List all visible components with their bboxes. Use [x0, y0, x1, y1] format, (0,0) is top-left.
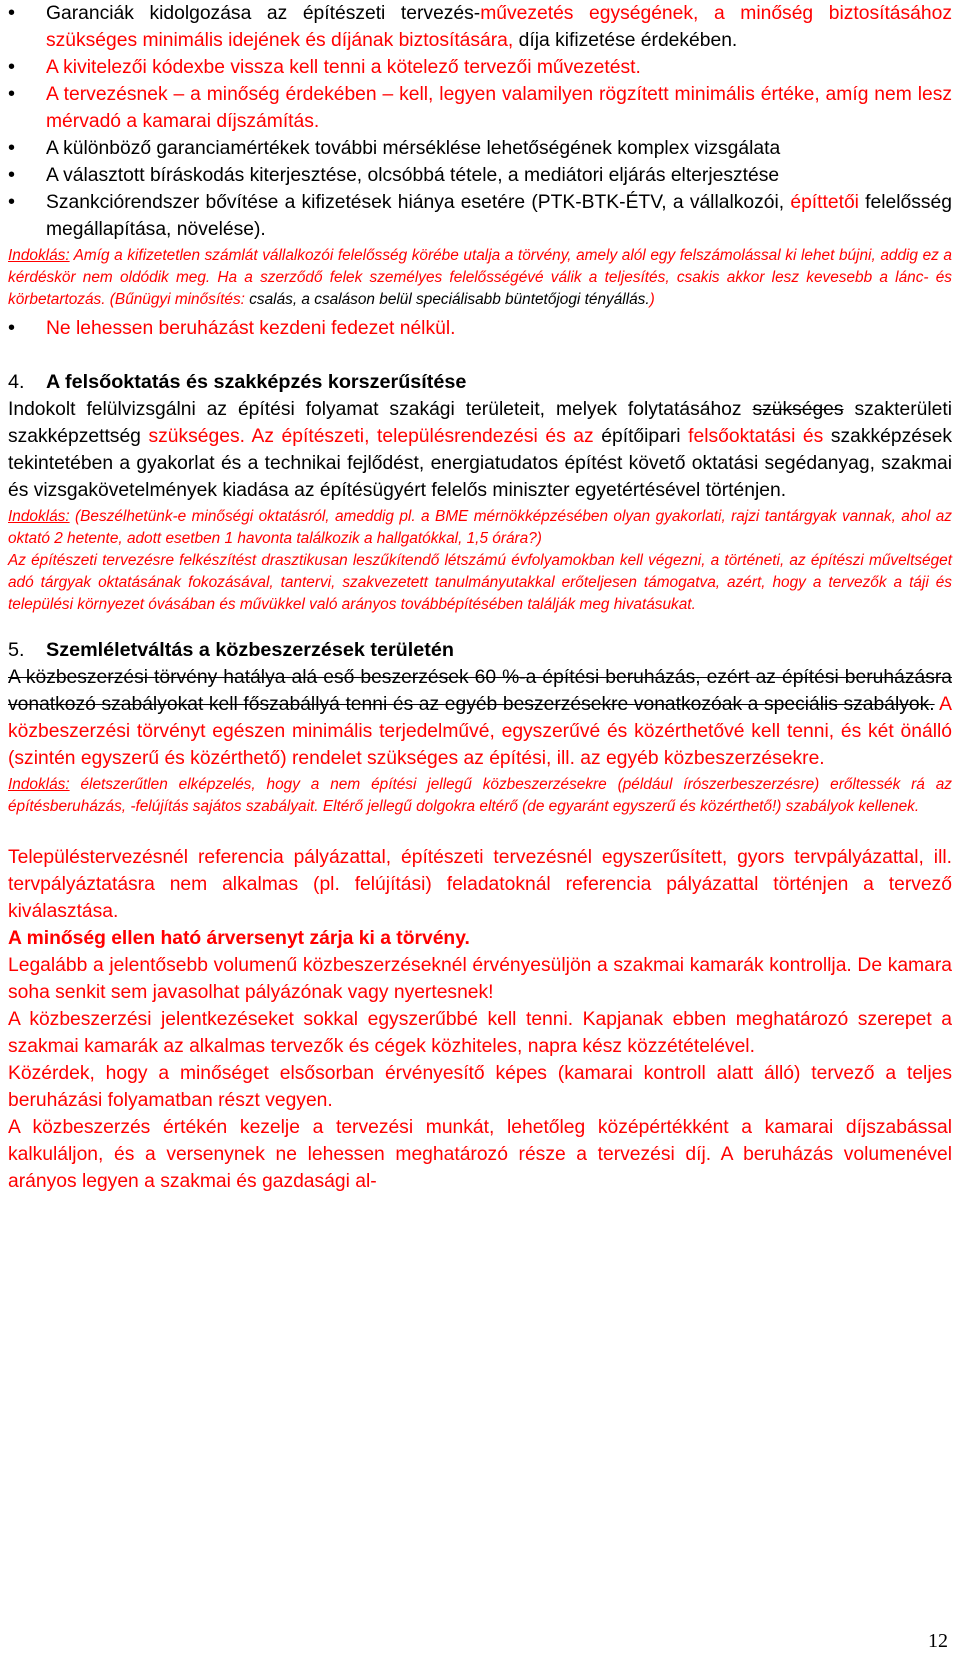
- justification-text: (Beszélhetünk-e minőségi oktatásról, ameddig pl. a BME mérnökképzésében olyan gyakorlati, rajzi tantárgyak vannak, ahol az oktató 2 hetente, adott esetben 1 havonta találkozik a hallgatókkal, 1,5 órára?): [8, 508, 952, 547]
- added-text: A közbeszerzési törvényt egészen minimális terjedelművé, egyszerűvé és közérthetővé kell tenni, és két önálló (szintén egyszerű és közérthető) rendelet szükséges az építési, ill. az egyéb közbeszerzésekre.: [8, 694, 953, 769]
- section-4-note-2: Az építészeti tervezésre felkészítést drasztikusan leszűkítendő létszámú évfolyamokban kell végezni, a történeti, az építészi műveltséget adó tárgyak oktatásának fokozásával, tantervi, szakvezetett tanulmányutakkal erőteljesen támogatva, azért, hogy a tervezők a táji és települési környezet óvásában és művükkel való arányos továbbépítésében találják meg hivatásukat.: [8, 552, 952, 613]
- red-text-run: felsőoktatási és: [688, 426, 824, 447]
- list-item: [8, 54, 952, 81]
- list-item: • Ne lehessen beruházást kezdeni fedezet nélkül.: [8, 315, 952, 342]
- closing-paragraph: A közbeszerzési jelentkezéseket sokkal egyszerűbbé kell tenni. Kapjanak ebben meghatározó szerepet a szakmai kamarák az alkalmas tervezők és cégek közhiteles, napra kész közzétételével.: [8, 1009, 952, 1057]
- red-text-run: A kivitelezői kódexbe vissza kell tenni a kötelező tervezői művezetést.: [46, 57, 641, 78]
- list-item: [8, 135, 952, 162]
- justification-label: Indoklás:: [8, 508, 70, 525]
- list-item: [8, 0, 952, 54]
- red-text-run: szükséges. Az építészeti, településrendezési és az: [148, 426, 594, 447]
- text-run: díja kifizetése érdekében.: [513, 30, 738, 51]
- closing-paragraph: A közbeszerzés értékén kezelje a tervezési munkát, lehetőleg középértékként a kamarai díjszabással kalkuláljon, és a versenynek ne lehessen meghatározó része a tervezési díj. A beruházás volumenével arányos legyen a szakmai és gazdasági al-: [8, 1117, 952, 1192]
- closing-paragraph: A minőség ellen ható árversenyt zárja ki a törvény.: [8, 928, 470, 949]
- section-4-note: [8, 506, 952, 550]
- struck-text-run: szükséges: [752, 399, 844, 420]
- section-5-paragraph: [8, 664, 952, 772]
- red-text-run: ): [649, 291, 655, 308]
- closing-paragraph: Legalább a jelentősebb volumenű közbeszerzéseknél érvényesüljön a szakmai kamarák kontrollja. De kamara soha senkit sem javasolhat pályázónak vagy nyertesnek!: [8, 955, 952, 1003]
- section-heading-4: [8, 368, 952, 396]
- text-run: A választott bíráskodás kiterjesztése, olcsóbbá tétele, a mediátori eljárás elterjesztése: [46, 165, 780, 186]
- text-run: Garanciák kidolgozása az építészeti tervezés-: [46, 3, 481, 24]
- justification-label: Indoklás:: [8, 247, 70, 264]
- page-number: 12: [928, 1630, 948, 1652]
- text-run: felelősség megállapítása, növelése).: [46, 192, 952, 240]
- justification-label: Indoklás:: [8, 776, 70, 793]
- red-text-run: építtetői: [790, 192, 859, 213]
- document-page: [8, 0, 952, 1195]
- red-text-run: Amíg a kifizetetlen számlát vállalkozói felelősség körébe utalja a törvény, amely alól egy felszámolással ki lehet bújni, addig ez a kérdéskör nem oldódik meg. Ha a szerződő felek személyes felelősségévé válik a teljesítés, csakis akkor lesz kevesebb a lánc- és körbetartozás. (Bűnügyi minősítés:: [8, 247, 952, 308]
- section-title: Szemléletváltás a közbeszerzések területén: [46, 639, 454, 661]
- justification-note: [8, 245, 952, 311]
- list-item: [8, 189, 952, 243]
- list-item: [8, 81, 952, 135]
- closing-paragraph: Településtervezésnél referencia pályázattal, építészeti tervezésnél egyszerűsített, gyors tervpályázattal, ill. tervpályáztatásra nem alkalmas (pl. felújítási) feladatoknál referencia pályázattal történjen a tervező kiválasztása.: [8, 847, 952, 922]
- section-4-paragraph: [8, 396, 952, 504]
- list-item: [8, 162, 952, 189]
- text-run: szakképzések tekintetében a gyakorlat és a technikai fejlődést, energiatudatos építést követő oktatási segédanyag, szakmai és vizsgakövetelmények kiadása az építésügyért felelős miniszter egyetértésével történjen.: [8, 426, 952, 501]
- justification-text: [8, 247, 952, 308]
- section-title: A felsőoktatás és szakképzés korszerűsítése: [46, 371, 467, 393]
- justification-text: életszerűtlen elképzelés, hogy a nem építési jellegű közbeszerzésekre (például írószerbeszerzésre) erőltessék rá az építésberuházás, -felújítás sajátos szabályait. Eltérő jellegű dolgokra eltérő (de egyaránt egyszerű és közérthető!) szabályok kellenek.: [8, 776, 952, 815]
- text-run: Indokolt felülvizsgálni az építési folyamat szakági területeit, melyek folytatásához: [8, 399, 753, 420]
- bullet-list-guarantees: [8, 0, 952, 243]
- section-number: 5.: [8, 639, 25, 661]
- section-5-note: [8, 774, 952, 818]
- section-heading-5: [8, 636, 952, 664]
- struck-text: A közbeszerzési törvény hatálya alá eső beszerzések 60 %-a építési beruházás, ezért az építési beruházásra vonatkozó szabályokat kell főszabállyá tenni és az egyéb beszerzésekre vonatkozóak a speciális szabályok.: [8, 667, 952, 715]
- text-run: építőipari: [593, 426, 689, 447]
- closing-block: [8, 844, 952, 1195]
- text-run: Szankciórendszer bővítése a kifizetések hiánya esetére (PTK-BTK-ÉTV, a vállalkozói,: [46, 192, 791, 213]
- text-run: csalás, a csaláson belül speciálisabb büntetőjogi tényállás.: [249, 291, 650, 308]
- text-run: A különböző garanciamértékek további mérséklése lehetőségének komplex vizsgálata: [46, 138, 781, 159]
- closing-paragraph: Közérdek, hogy a minőséget elsősorban érvényesítő képes (kamarai kontroll alatt álló) tervező a teljes beruházási folyamatban részt vegyen.: [8, 1063, 952, 1111]
- red-text-run: művezetés egységének, a minőség biztosításához szükséges minimális idejének és díjának biztosítására,: [46, 3, 952, 51]
- text-run: szakterületi szakképzettség: [8, 399, 952, 447]
- bullet-list-funding: [8, 315, 952, 342]
- section-number: 4.: [8, 371, 25, 393]
- red-text-run: A tervezésnek – a minőség érdekében – kell, legyen valamilyen rögzített minimális értéke, amíg nem lesz mérvadó a kamarai díjszámítás.: [46, 84, 952, 132]
